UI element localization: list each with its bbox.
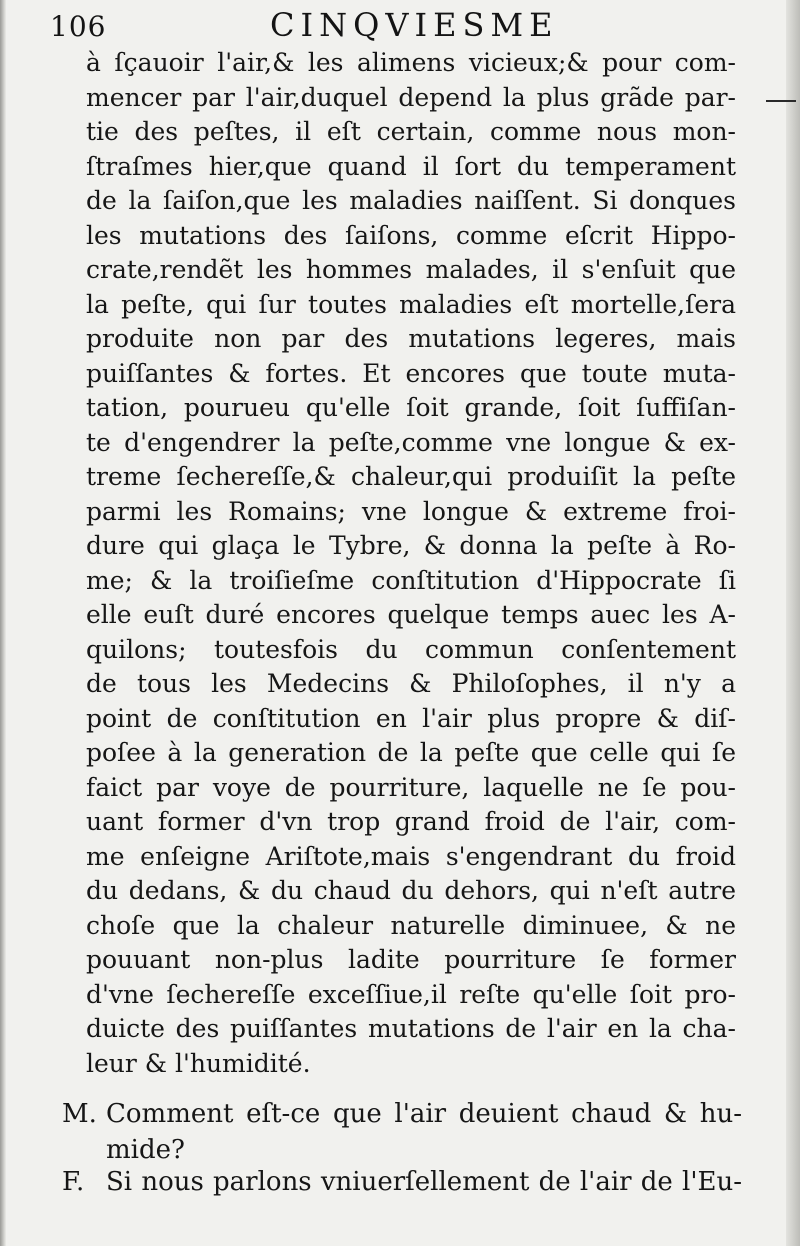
text-line: tie des peſtes, il eſt certain, comme nous mon-	[86, 117, 736, 146]
margin-mark	[766, 100, 796, 102]
text-line: pouuant non-plus ladite pourriture ſe former	[86, 945, 736, 974]
page-number: 106	[50, 10, 107, 43]
dialogue-line	[62, 1096, 742, 1132]
text-line: duicte des puiſſantes mutations de l'air en la cha-	[86, 1014, 736, 1043]
speaker-f: F.	[62, 1167, 85, 1197]
text-line: de tous les Medecins & Philoſophes, il n'y a	[86, 669, 736, 698]
text-line: du dedans, & du chaud du dehors, qui n'eſt autre	[86, 876, 736, 905]
text-line: poſee à la generation de la peſte que celle qui ſe	[86, 738, 736, 767]
text-line: la peſte, qui ſur toutes maladies eſt mortelle,ſera	[86, 289, 736, 319]
dialogue-question	[62, 1096, 742, 1168]
text-line: uant former d'vn trop grand froid de l'air, com-	[86, 807, 736, 836]
text-line: d'vne ſechereſſe exceſſiue,il reſte qu'elle ſoit pro-	[86, 979, 736, 1009]
text-line: te d'engendrer la peſte,comme vne longue & ex-	[86, 427, 736, 457]
dialogue-line	[62, 1164, 742, 1200]
page-edge	[786, 0, 800, 1246]
text-line: choſe que la chaleur naturelle diminuee, & ne	[86, 910, 736, 940]
text-line: crate,rendẽt les hommes malades, il s'enſuit que	[86, 255, 736, 284]
text-line: me enſeigne Ariſtote,mais s'engendrant du froid	[86, 841, 736, 871]
dialogue-text: Si nous parlons vniuerſellement de l'air de l'Eu-	[106, 1167, 742, 1197]
dialogue-text: Comment eſt-ce que l'air deuient chaud & hu-	[106, 1099, 742, 1129]
dialogue-line: mide?	[106, 1135, 185, 1165]
page-gutter-shadow	[0, 0, 6, 1246]
text-line: puiſſantes & fortes. Et encores que toute muta-	[86, 358, 736, 388]
text-line: treme ſechereſſe,& chaleur,qui produiſit la peſte	[86, 462, 736, 491]
text-line: ſtraſmes hier,que quand il ſort du temperament	[86, 151, 736, 181]
text-line: de la ſaiſon,que les maladies naiſſent. Si donques	[86, 186, 736, 215]
running-head: CINQVIESME	[270, 6, 559, 44]
speaker-m: M.	[62, 1099, 97, 1129]
text-line: produite non par des mutations legeres, mais	[86, 324, 736, 353]
text-line: me; & la troiſieſme conſtitution d'Hippocrate ſi	[86, 565, 736, 595]
text-line: tation, pourueu qu'elle ſoit grande, ſoit ſuffiſan-	[86, 393, 736, 422]
text-line: elle euſt duré encores quelque temps auec les A-	[86, 600, 736, 629]
text-line: leur & l'humidité.	[86, 1048, 311, 1078]
text-line: quilons; toutesfois du commun conſentement	[86, 634, 736, 664]
text-line: faict par voye de pourriture, laquelle ne ſe pou-	[86, 772, 736, 802]
text-line: parmi les Romains; vne longue & extreme froi-	[86, 496, 736, 526]
text-line: les mutations des ſaiſons, comme eſcrit Hippo-	[86, 220, 736, 250]
dialogue-answer	[62, 1164, 742, 1200]
text-line: dure qui glaça le Tybre, & donna la peſte à Ro-	[86, 531, 736, 560]
text-line: à ſçauoir l'air,& les alimens vicieux;& pour com-	[86, 48, 736, 77]
text-line: point de conſtitution en l'air plus propre & diſ-	[86, 703, 736, 733]
page-header	[40, 6, 760, 46]
body-paragraph	[86, 46, 736, 1081]
text-line: mencer par l'air,duquel depend la plus grãde par-	[86, 82, 736, 112]
